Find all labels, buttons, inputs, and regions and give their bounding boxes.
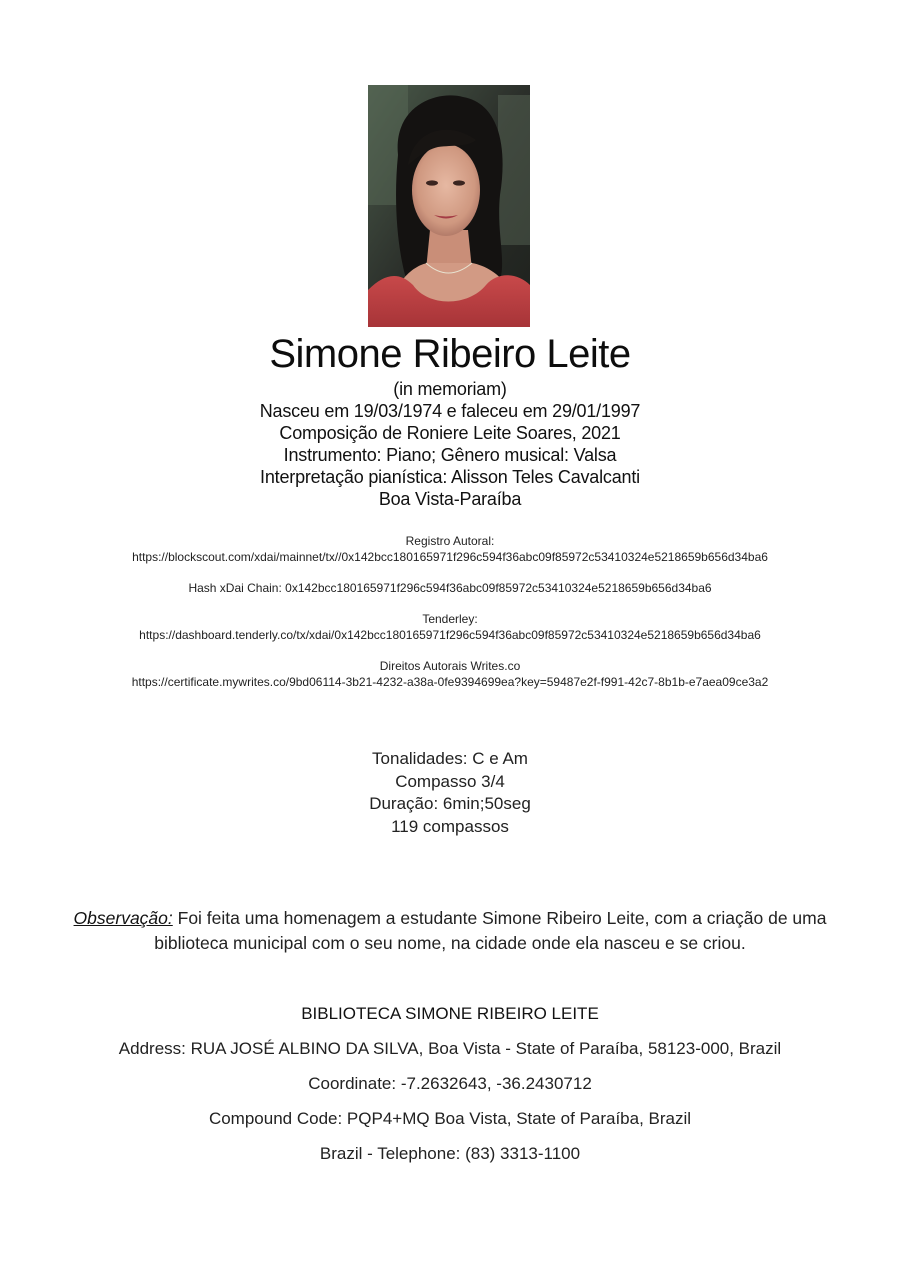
music-details <box>0 748 900 838</box>
music-keys: Tonalidades: C e Am <box>372 749 528 768</box>
portrait-photo-icon <box>368 85 530 327</box>
portrait-photo <box>368 85 530 327</box>
library-telephone: Brazil - Telephone: (83) 3313-1100 <box>319 1144 581 1163</box>
music-meter: Compasso 3/4 <box>395 771 505 791</box>
tenderley-url[interactable]: https://dashboard.tenderly.co/tx/xdai/0x142bcc180165971f296c594f36abc09f85972c53410324e5218659b656d34ba6 <box>139 628 761 642</box>
biography-block <box>0 378 900 510</box>
observation-paragraph <box>60 906 840 956</box>
hash-registry <box>0 580 900 596</box>
writes-label: Direitos Autorais Writes.co <box>379 659 521 673</box>
place-text: Boa Vista-Paraíba <box>378 489 522 509</box>
library-title: BIBLIOTECA SIMONE RIBEIRO LEITE <box>301 1004 599 1023</box>
person-name: Simone Ribeiro Leite <box>269 332 631 376</box>
library-address: Address: RUA JOSÉ ALBINO DA SILVA, Boa Vista - State of Paraíba, 58123-000, Brazil <box>118 1039 782 1058</box>
life-dates: Nasceu em 19/03/1974 e faleceu em 29/01/1997 <box>259 401 641 421</box>
writes-registry <box>0 658 900 690</box>
tenderley-label: Tenderley: <box>422 612 478 626</box>
library-compound-code: Compound Code: PQP4+MQ Boa Vista, State of Paraíba, Brazil <box>208 1109 692 1128</box>
composition-credit: Composição de Roniere Leite Soares, 2021 <box>279 423 621 443</box>
author-registry <box>0 533 900 565</box>
music-measures: 119 compassos <box>391 816 509 836</box>
memoriam-text: (in memoriam) <box>393 379 507 399</box>
music-duration: Duração: 6min;50seg <box>369 794 531 813</box>
writes-url[interactable]: https://certificate.mywrites.co/9bd06114-3b21-4232-a38a-0fe9394699ea?key=59487e2f-f991-42c7-8b1b-e7aea09ce3a2 <box>131 675 769 689</box>
observation-text: Foi feita uma homenagem a estudante Simone Ribeiro Leite, com a criação de uma biblioteca municipal com o seu nome, na cidade onde ela nasceu e se criou. <box>154 908 827 953</box>
hash-line: Hash xDai Chain: 0x142bcc180165971f296c594f36abc09f85972c53410324e5218659b656d34ba6 <box>188 581 712 595</box>
instrument-genre: Instrumento: Piano; Gênero musical: Valsa <box>283 445 617 465</box>
author-registry-url[interactable]: https://blockscout.com/xdai/mainnet/tx//0x142bcc180165971f296c594f36abc09f85972c53410324e5218659b656d34ba6 <box>132 550 768 564</box>
library-block <box>0 1000 900 1168</box>
observation-label: Observação: <box>73 908 173 928</box>
library-coordinate: Coordinate: -7.2632643, -36.2430712 <box>308 1074 592 1093</box>
registry-block <box>0 533 900 705</box>
interpretation-credit: Interpretação pianística: Alisson Teles Cavalcanti <box>260 467 640 487</box>
author-registry-label: Registro Autoral: <box>405 534 495 548</box>
tenderley-registry <box>0 611 900 643</box>
